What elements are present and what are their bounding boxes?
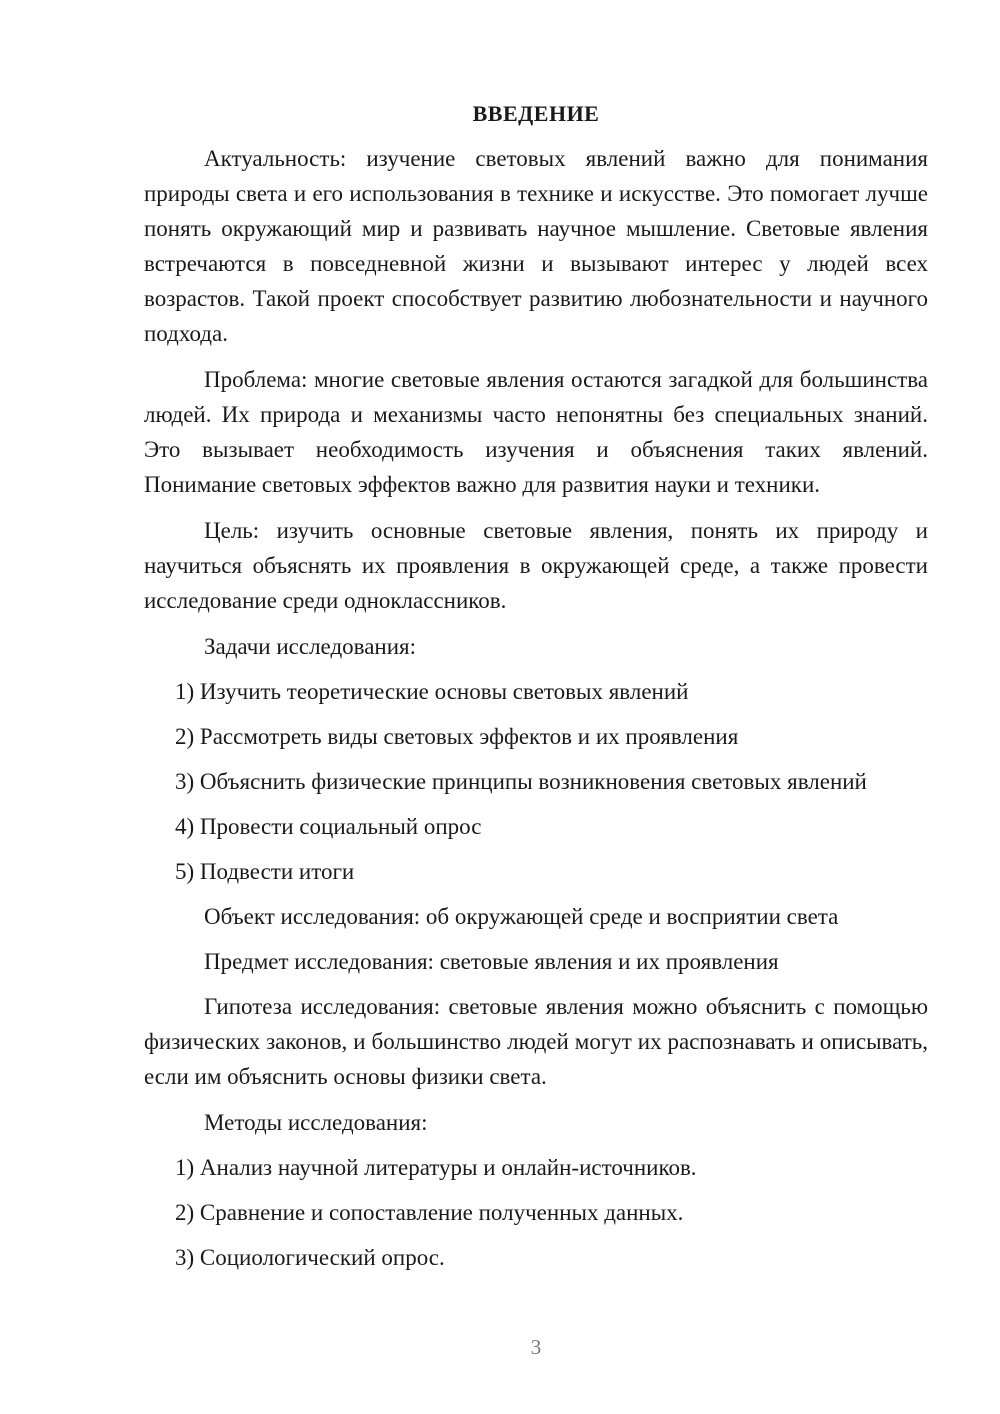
task-item: 2) Рассмотреть виды световых эффектов и их проявления [175,724,739,749]
task-item: 4) Провести социальный опрос [175,814,482,839]
problem-paragraph: Проблема: многие световые явления остаются загадкой для большинства людей. Их природа и механизмы часто непонятны без специальных знаний. Это вызывает необходимость изучения и объяснения таких явлений. Понимание световых эффектов важно для развития науки и техники. [144,367,928,497]
goal-paragraph: Цель: изучить основные световые явления, понять их природу и научиться объяснять их проявления в окружающей среде, а также провести исследование среди одноклассников. [144,518,928,613]
document-body [144,96,928,1285]
page-number: 3 [530,1335,542,1359]
method-item: 1) Анализ научной литературы и онлайн-источников. [175,1155,697,1180]
task-item: 5) Подвести итоги [175,859,355,884]
subject-line: Предмет исследования: световые явления и их проявления [204,949,779,974]
method-item: 2) Сравнение и сопоставление полученных данных. [175,1200,684,1225]
relevance-paragraph: Актуальность: изучение световых явлений важно для понимания природы света и его использования в технике и искусстве. Это помогает лучше понять окружающий мир и развивать научное мышление. Световые явления встречаются в повседневной жизни и вызывают интерес у людей всех возрастов. Такой проект способствует развитию любознательности и научного подхода. [144,146,928,346]
object-line: Объект исследования: об окружающей среде и восприятии света [204,904,839,929]
section-title: ВВЕДЕНИЕ [472,101,600,126]
tasks-label: Задачи исследования: [204,634,417,659]
task-item: 1) Изучить теоретические основы световых явлений [175,679,689,704]
method-item: 3) Социологический опрос. [175,1245,445,1270]
hypothesis-paragraph: Гипотеза исследования: световые явления можно объяснить с помощью физических законов, и большинство людей могут их распознавать и описывать, если им объяснить основы физики света. [144,994,928,1089]
methods-label: Методы исследования: [204,1110,428,1135]
task-item: 3) Объяснить физические принципы возникновения световых явлений [175,769,867,794]
